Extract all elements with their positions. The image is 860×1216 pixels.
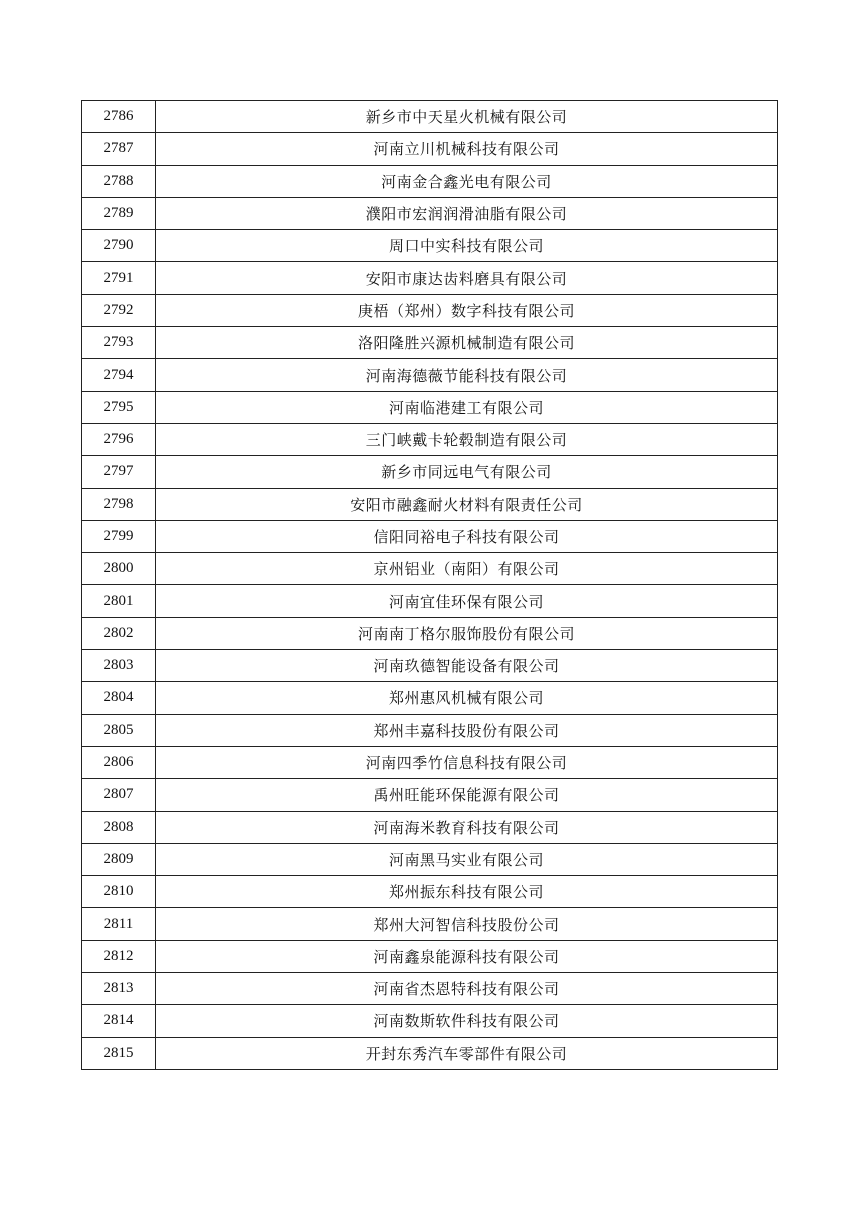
company-name-cell: 河南黑马实业有限公司 — [156, 843, 778, 875]
row-number-cell: 2812 — [82, 940, 156, 972]
company-name-cell: 新乡市同远电气有限公司 — [156, 456, 778, 488]
row-number-cell: 2795 — [82, 391, 156, 423]
row-number-cell: 2807 — [82, 779, 156, 811]
row-number-cell: 2801 — [82, 585, 156, 617]
table-row — [82, 359, 778, 391]
table-row — [82, 843, 778, 875]
table-row — [82, 811, 778, 843]
company-name-cell: 河南海米教育科技有限公司 — [156, 811, 778, 843]
company-name-cell: 河南鑫泉能源科技有限公司 — [156, 940, 778, 972]
table-row — [82, 294, 778, 326]
table-row — [82, 585, 778, 617]
company-name-cell: 郑州丰嘉科技股份有限公司 — [156, 714, 778, 746]
table-row — [82, 1005, 778, 1037]
company-name-cell: 郑州振东科技有限公司 — [156, 876, 778, 908]
company-name-cell: 三门峡戴卡轮毂制造有限公司 — [156, 423, 778, 455]
row-number-cell: 2790 — [82, 230, 156, 262]
table-row — [82, 714, 778, 746]
company-name-cell: 河南临港建工有限公司 — [156, 391, 778, 423]
table-row — [82, 973, 778, 1005]
table-row — [82, 197, 778, 229]
table-row — [82, 262, 778, 294]
row-number-cell: 2793 — [82, 327, 156, 359]
table-row — [82, 165, 778, 197]
company-name-cell: 洛阳隆胜兴源机械制造有限公司 — [156, 327, 778, 359]
table-row — [82, 908, 778, 940]
row-number-cell: 2811 — [82, 908, 156, 940]
table-row — [82, 553, 778, 585]
row-number-cell: 2804 — [82, 682, 156, 714]
table-row — [82, 327, 778, 359]
row-number-cell: 2806 — [82, 746, 156, 778]
company-name-cell: 郑州大河智信科技股份公司 — [156, 908, 778, 940]
company-name-cell: 河南立川机械科技有限公司 — [156, 133, 778, 165]
table-row — [82, 423, 778, 455]
row-number-cell: 2797 — [82, 456, 156, 488]
table-row — [82, 101, 778, 133]
company-name-cell: 开封东秀汽车零部件有限公司 — [156, 1037, 778, 1069]
row-number-cell: 2792 — [82, 294, 156, 326]
company-name-cell: 河南宜佳环保有限公司 — [156, 585, 778, 617]
table-row — [82, 779, 778, 811]
company-name-cell: 庚梧（郑州）数字科技有限公司 — [156, 294, 778, 326]
table-row — [82, 133, 778, 165]
company-name-cell: 河南南丁格尔服饰股份有限公司 — [156, 617, 778, 649]
row-number-cell: 2786 — [82, 101, 156, 133]
row-number-cell: 2805 — [82, 714, 156, 746]
table-row — [82, 876, 778, 908]
table-row — [82, 617, 778, 649]
company-name-cell: 河南海德薇节能科技有限公司 — [156, 359, 778, 391]
table-row — [82, 746, 778, 778]
row-number-cell: 2799 — [82, 520, 156, 552]
row-number-cell: 2809 — [82, 843, 156, 875]
row-number-cell: 2791 — [82, 262, 156, 294]
row-number-cell: 2813 — [82, 973, 156, 1005]
table-row — [82, 650, 778, 682]
company-name-cell: 河南数斯软件科技有限公司 — [156, 1005, 778, 1037]
company-name-cell: 河南省杰恩特科技有限公司 — [156, 973, 778, 1005]
company-name-cell: 安阳市融鑫耐火材料有限责任公司 — [156, 488, 778, 520]
row-number-cell: 2802 — [82, 617, 156, 649]
company-name-cell: 周口中实科技有限公司 — [156, 230, 778, 262]
row-number-cell: 2810 — [82, 876, 156, 908]
table-row — [82, 1037, 778, 1069]
row-number-cell: 2794 — [82, 359, 156, 391]
company-name-cell: 新乡市中天星火机械有限公司 — [156, 101, 778, 133]
row-number-cell: 2789 — [82, 197, 156, 229]
table-row — [82, 391, 778, 423]
company-name-cell: 信阳同裕电子科技有限公司 — [156, 520, 778, 552]
company-name-cell: 河南四季竹信息科技有限公司 — [156, 746, 778, 778]
table-row — [82, 488, 778, 520]
table-row — [82, 456, 778, 488]
company-name-cell: 河南金合鑫光电有限公司 — [156, 165, 778, 197]
company-name-cell: 安阳市康达齿料磨具有限公司 — [156, 262, 778, 294]
company-name-cell: 郑州惠风机械有限公司 — [156, 682, 778, 714]
row-number-cell: 2814 — [82, 1005, 156, 1037]
table-row — [82, 520, 778, 552]
row-number-cell: 2815 — [82, 1037, 156, 1069]
row-number-cell: 2800 — [82, 553, 156, 585]
row-number-cell: 2787 — [82, 133, 156, 165]
table-body — [82, 101, 778, 1070]
company-list-table — [81, 100, 778, 1070]
table-row — [82, 682, 778, 714]
company-name-cell: 禹州旺能环保能源有限公司 — [156, 779, 778, 811]
table-row — [82, 940, 778, 972]
row-number-cell: 2808 — [82, 811, 156, 843]
company-name-cell: 河南玖德智能设备有限公司 — [156, 650, 778, 682]
row-number-cell: 2798 — [82, 488, 156, 520]
row-number-cell: 2788 — [82, 165, 156, 197]
company-name-cell: 京州铝业（南阳）有限公司 — [156, 553, 778, 585]
company-name-cell: 濮阳市宏润润滑油脂有限公司 — [156, 197, 778, 229]
table-row — [82, 230, 778, 262]
row-number-cell: 2803 — [82, 650, 156, 682]
row-number-cell: 2796 — [82, 423, 156, 455]
